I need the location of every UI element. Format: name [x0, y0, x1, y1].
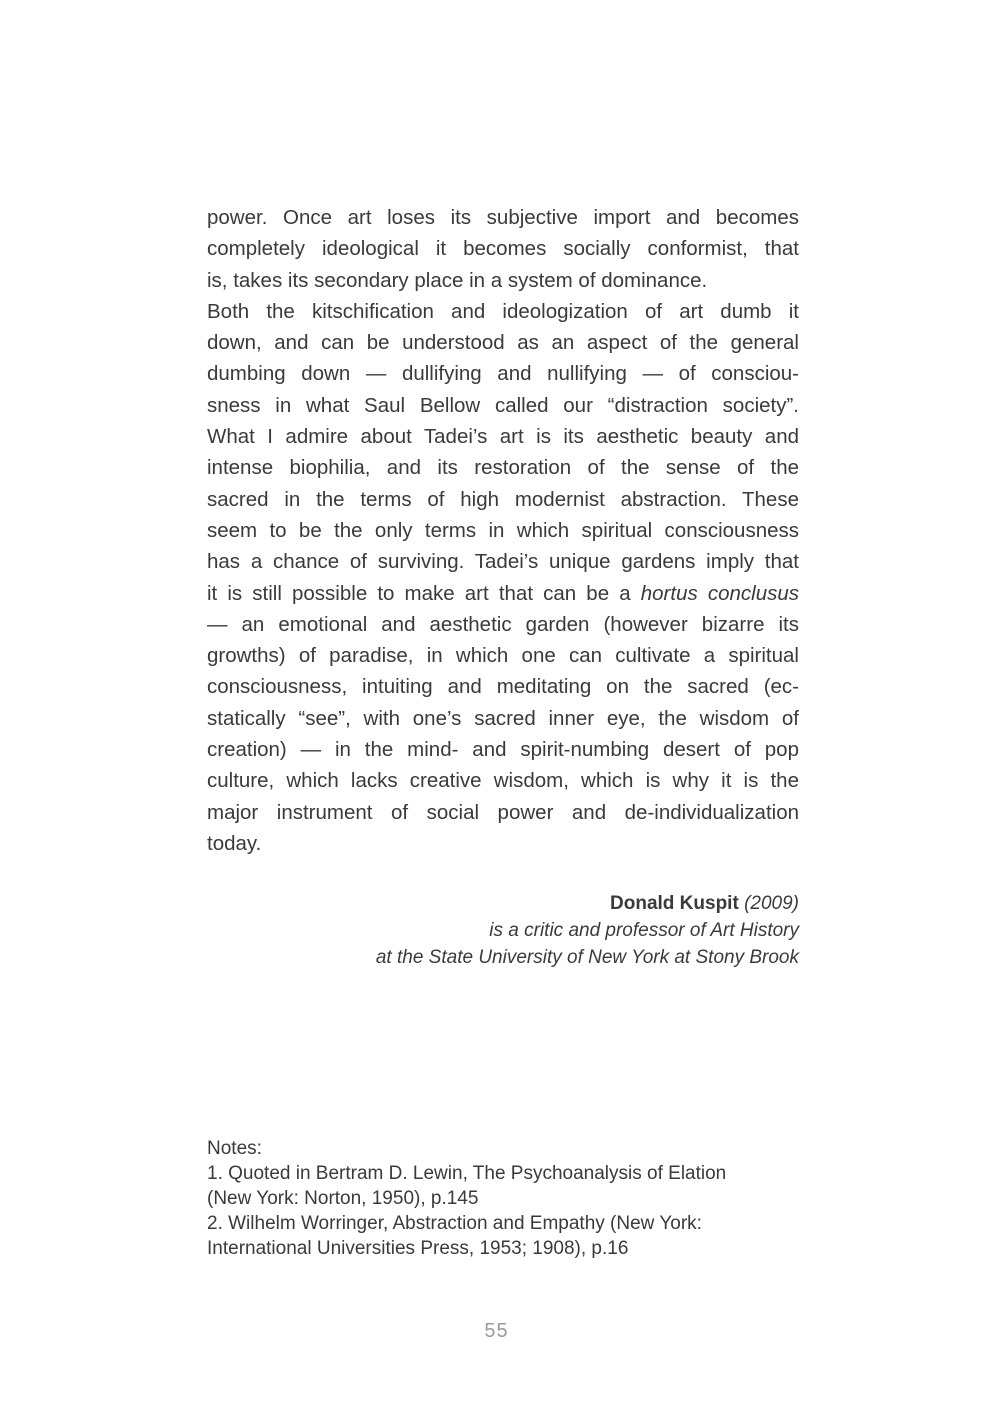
- page-number: 55: [484, 1320, 509, 1342]
- note-line: (New York: Norton, 1950), p.145: [207, 1188, 479, 1209]
- attribution: [207, 890, 799, 971]
- body-line: seem to be the only terms in which spiritual consciousness: [207, 518, 799, 542]
- body-line: dumbing down — dullifying and nullifying — of consciou-: [207, 362, 799, 386]
- author-affiliation: at the State University of New York at Stony Brook: [375, 947, 799, 968]
- body-line: growths) of paradise, in which one can cultivate a spiritual: [207, 644, 799, 668]
- body-line: completely ideological it becomes socially conformist, that: [207, 237, 799, 261]
- body-line: is, takes its secondary place in a system of dominance.: [207, 268, 708, 292]
- notes-section: [207, 1136, 799, 1261]
- body-line: major instrument of social power and de-individualization: [207, 800, 799, 824]
- notes-heading: Notes:: [207, 1138, 262, 1159]
- body-line: power. Once art loses its subjective import and becomes: [207, 206, 799, 229]
- body-line: today.: [207, 831, 262, 855]
- author-role: is a critic and professor of Art History: [489, 920, 799, 941]
- italic-phrase: hortus conclusus: [640, 581, 799, 605]
- body-line: sacred in the terms of high modernist abstraction. These: [207, 487, 799, 511]
- body-line: it is still possible to make art that can be a: [207, 581, 631, 605]
- body-line: consciousness, intuiting and meditating on the sacred (ec-: [207, 675, 799, 699]
- body-text: [207, 202, 799, 859]
- body-line: — an emotional and aesthetic garden (however bizarre its: [207, 612, 799, 636]
- note-line: 1. Quoted in Bertram D. Lewin, The Psychoanalysis of Elation: [207, 1163, 727, 1184]
- note-line: International Universities Press, 1953; 1908), p.16: [207, 1238, 629, 1259]
- body-line-with-italic: [207, 578, 799, 609]
- author-name: Donald Kuspit: [610, 893, 739, 914]
- body-line: creation) — in the mind- and spirit-numbing desert of pop: [207, 738, 799, 762]
- body-line: intense biophilia, and its restoration of the sense of the: [207, 456, 799, 480]
- note-line: 2. Wilhelm Worringer, Abstraction and Empathy (New York:: [207, 1213, 702, 1234]
- body-line: Both the kitschification and ideologization of art dumb it: [207, 299, 799, 323]
- attribution-year: (2009): [744, 893, 799, 914]
- body-line: statically “see”, with one’s sacred inner eye, the wisdom of: [207, 706, 799, 730]
- attribution-name-line: [207, 890, 799, 917]
- body-line: culture, which lacks creative wisdom, which is why it is the: [207, 769, 799, 793]
- body-line: down, and can be understood as an aspect of the general: [207, 331, 799, 355]
- body-line: What I admire about Tadei’s art is its aesthetic beauty and: [207, 425, 799, 449]
- body-line: has a chance of surviving. Tadei’s unique gardens imply that: [207, 550, 799, 574]
- body-line: sness in what Saul Bellow called our “distraction society”.: [207, 393, 799, 417]
